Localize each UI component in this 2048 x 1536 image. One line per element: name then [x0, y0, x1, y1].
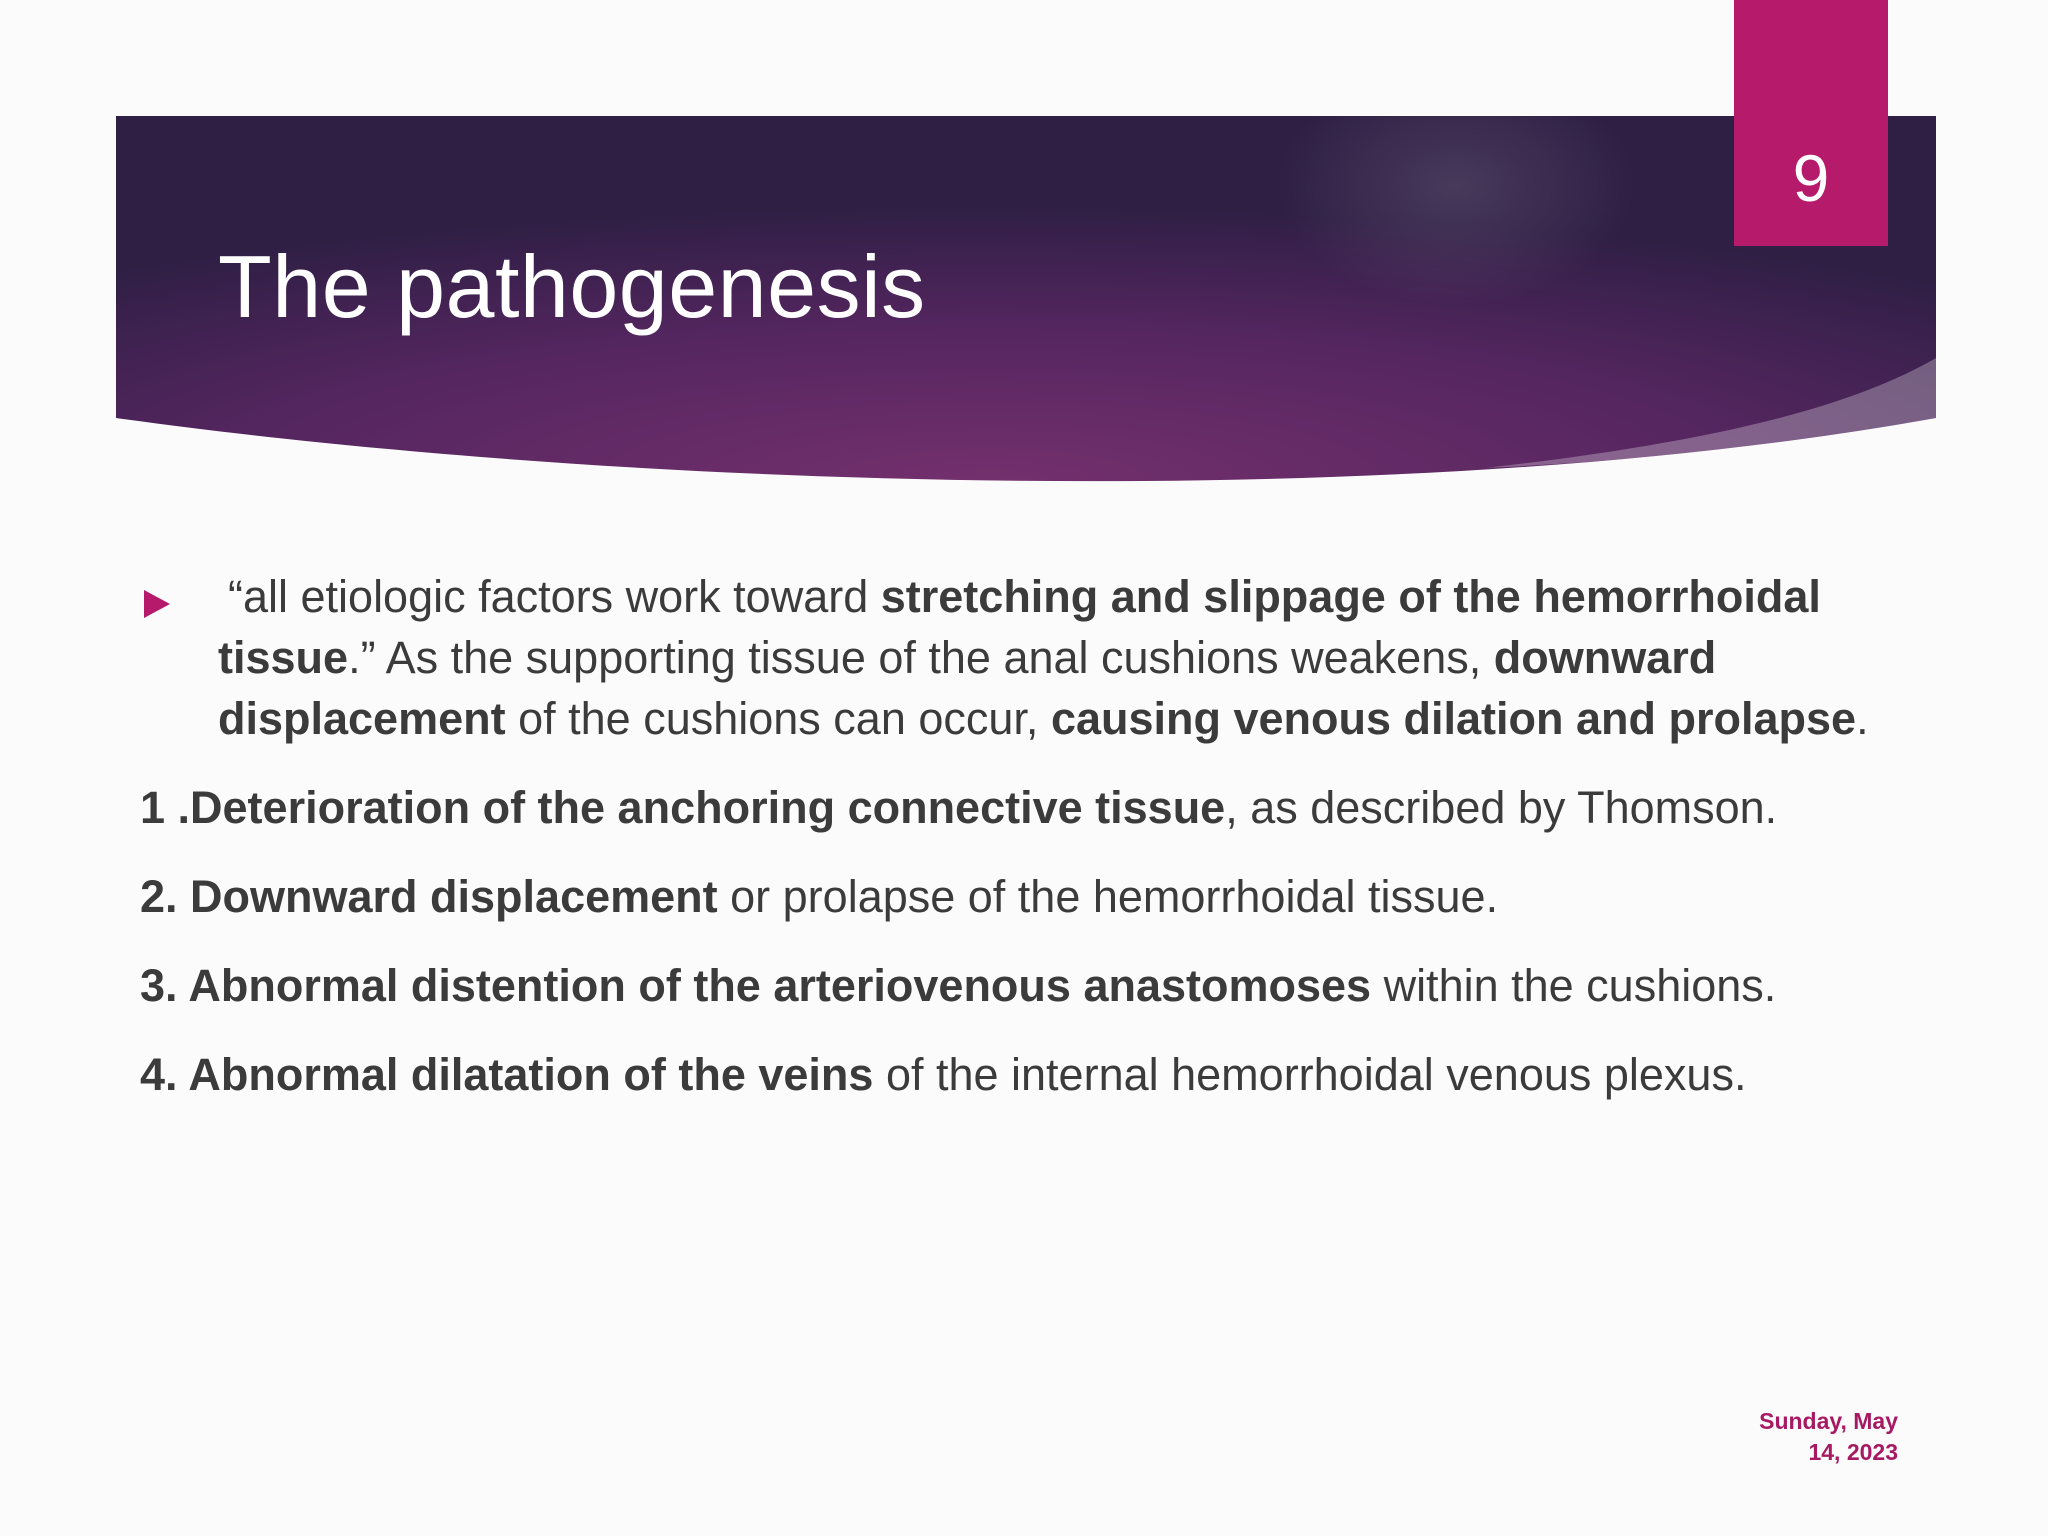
- list-item-4-bold: 4. Abnormal dilatation of the veins: [140, 1049, 874, 1100]
- intro-text-2: .” As the supporting tissue of the anal cushions weakens,: [348, 632, 1494, 683]
- list-item-1: [140, 777, 1900, 838]
- triangle-right-icon: [144, 590, 170, 618]
- slide-title: The pathogenesis: [218, 237, 926, 336]
- slide-body: [140, 566, 1900, 1133]
- list-item-1-bold: 1 .Deterioration of the anchoring connective tissue: [140, 782, 1226, 833]
- intro-text-1: “all etiologic factors work toward: [228, 571, 881, 622]
- list-item-4: [140, 1044, 1900, 1105]
- intro-bold-1: stretching and slippage of the hemorrhoidal tissue: [218, 571, 1821, 683]
- list-item-3-bold: 3. Abnormal distention of the arteriovenous anastomoses: [140, 960, 1372, 1011]
- list-item-3: [140, 955, 1900, 1016]
- intro-bold-3: causing venous dilation and prolapse: [1050, 693, 1857, 744]
- list-item-4-text: of the internal hemorrhoidal venous plexus.: [873, 1049, 1747, 1100]
- intro-bullet: [140, 566, 1900, 749]
- intro-text-4: .: [1856, 693, 1869, 744]
- page-number-tab: [1734, 0, 1888, 246]
- footer-date: [1698, 1406, 1898, 1468]
- list-item-2-bold: 2. Downward displacement: [140, 871, 718, 922]
- intro-bold-2: downward displacement: [218, 632, 1717, 744]
- footer-date-line-1: Sunday, May: [1759, 1408, 1898, 1434]
- intro-text-3: of the cushions can occur,: [505, 693, 1051, 744]
- list-item-3-text: within the cushions.: [1371, 960, 1777, 1011]
- list-item-1-text: , as described by Thomson.: [1225, 782, 1778, 833]
- list-item-2: [140, 866, 1900, 927]
- footer-date-line-2: 14, 2023: [1808, 1439, 1898, 1465]
- page-number: 9: [1792, 141, 1830, 215]
- list-item-2-text: or prolapse of the hemorrhoidal tissue.: [717, 871, 1499, 922]
